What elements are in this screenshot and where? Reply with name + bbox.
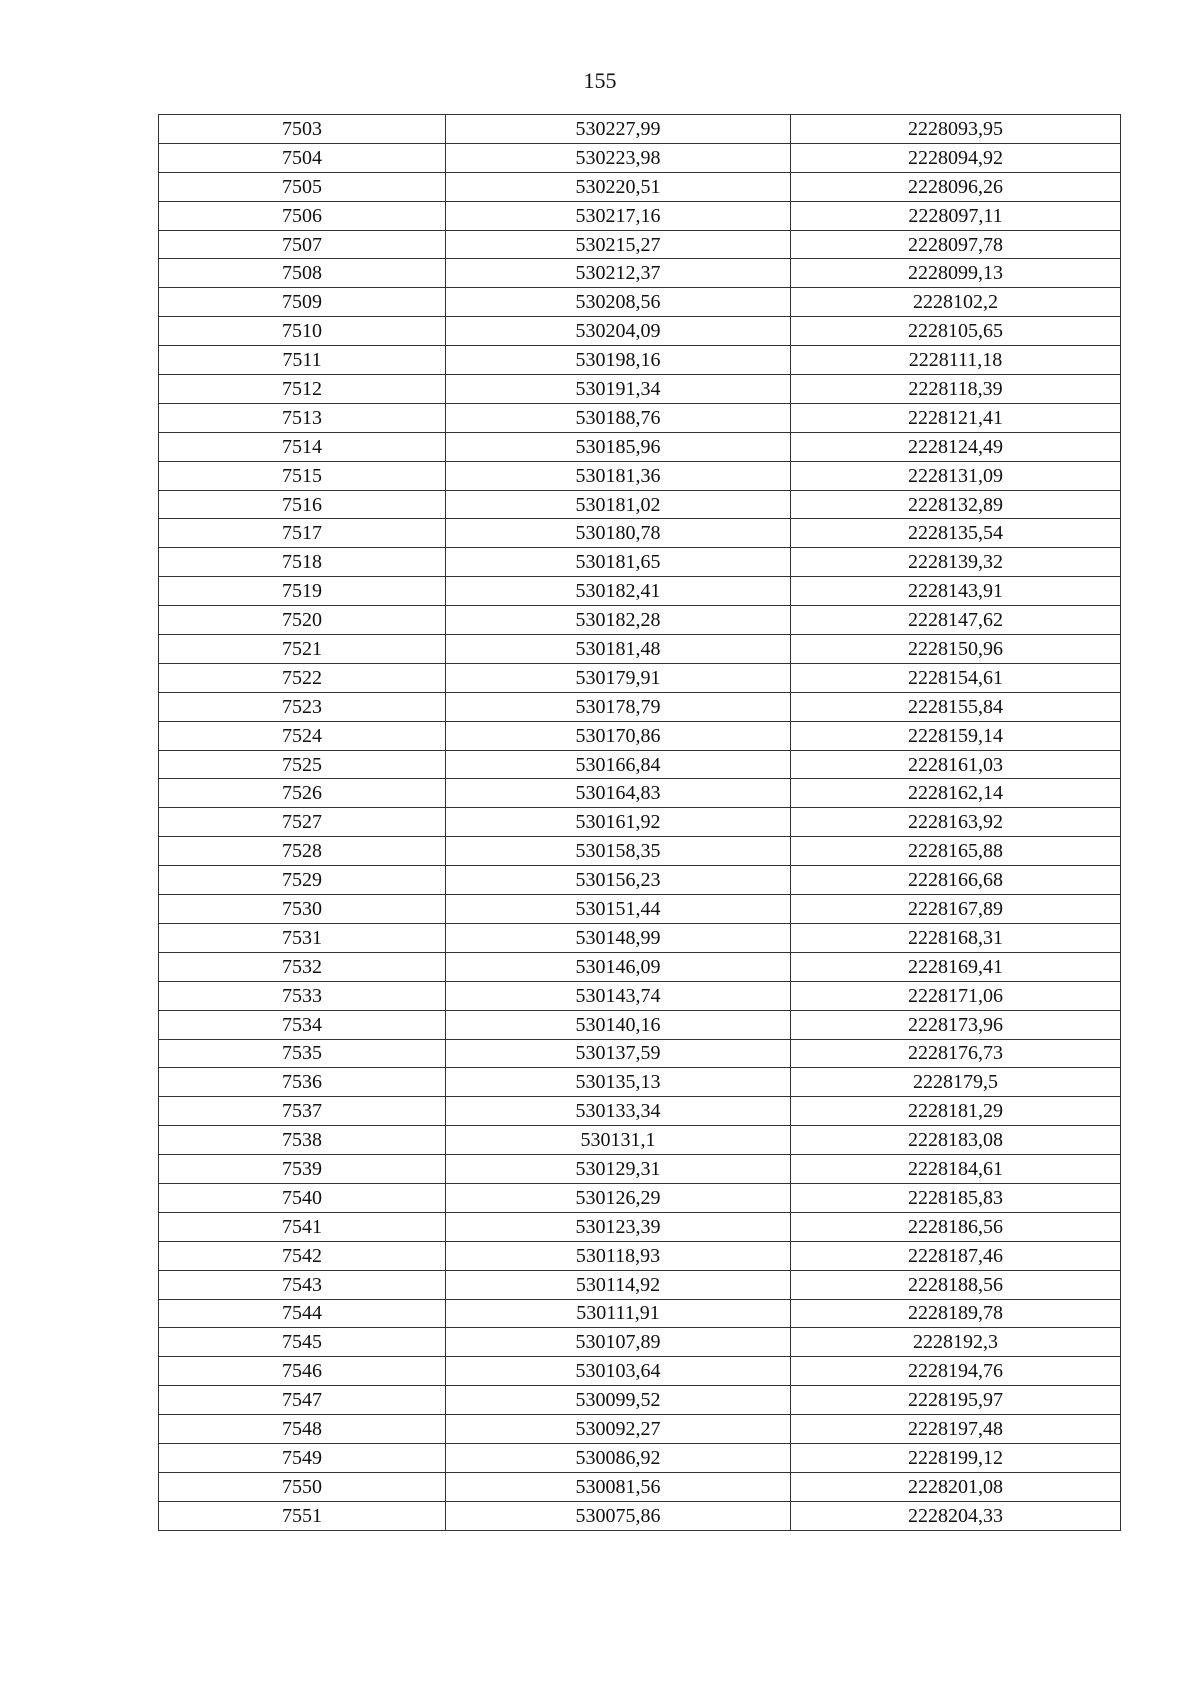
y-coordinate-cell: 2228179,5 (791, 1068, 1121, 1097)
table-row (159, 375, 1121, 404)
y-coordinate-cell: 2228105,65 (791, 317, 1121, 346)
x-coordinate-cell: 530227,99 (446, 115, 791, 144)
table-row (159, 1443, 1121, 1472)
point-number-cell: 7507 (159, 230, 446, 259)
x-coordinate-cell: 530123,39 (446, 1212, 791, 1241)
x-coordinate-cell: 530164,83 (446, 779, 791, 808)
y-coordinate-cell: 2228171,06 (791, 981, 1121, 1010)
table-row (159, 779, 1121, 808)
point-number-cell: 7513 (159, 403, 446, 432)
point-number-cell: 7538 (159, 1126, 446, 1155)
y-coordinate-cell: 2228195,97 (791, 1386, 1121, 1415)
table-row (159, 606, 1121, 635)
x-coordinate-cell: 530151,44 (446, 895, 791, 924)
point-number-cell: 7533 (159, 981, 446, 1010)
x-coordinate-cell: 530156,23 (446, 866, 791, 895)
y-coordinate-cell: 2228204,33 (791, 1501, 1121, 1530)
y-coordinate-cell: 2228111,18 (791, 346, 1121, 375)
point-number-cell: 7519 (159, 577, 446, 606)
y-coordinate-cell: 2228163,92 (791, 808, 1121, 837)
y-coordinate-cell: 2228139,32 (791, 548, 1121, 577)
table-row (159, 259, 1121, 288)
point-number-cell: 7536 (159, 1068, 446, 1097)
table-row (159, 635, 1121, 664)
x-coordinate-cell: 530204,09 (446, 317, 791, 346)
coordinates-table (158, 114, 1121, 1531)
table-row (159, 1097, 1121, 1126)
x-coordinate-cell: 530208,56 (446, 288, 791, 317)
table-row (159, 288, 1121, 317)
point-number-cell: 7503 (159, 115, 446, 144)
point-number-cell: 7551 (159, 1501, 446, 1530)
x-coordinate-cell: 530129,31 (446, 1155, 791, 1184)
y-coordinate-cell: 2228169,41 (791, 952, 1121, 981)
y-coordinate-cell: 2228194,76 (791, 1357, 1121, 1386)
y-coordinate-cell: 2228188,56 (791, 1270, 1121, 1299)
y-coordinate-cell: 2228099,13 (791, 259, 1121, 288)
table-row (159, 230, 1121, 259)
point-number-cell: 7549 (159, 1443, 446, 1472)
point-number-cell: 7511 (159, 346, 446, 375)
table-row (159, 143, 1121, 172)
table-row (159, 577, 1121, 606)
point-number-cell: 7510 (159, 317, 446, 346)
point-number-cell: 7546 (159, 1357, 446, 1386)
table-row (159, 808, 1121, 837)
x-coordinate-cell: 530188,76 (446, 403, 791, 432)
table-row (159, 663, 1121, 692)
y-coordinate-cell: 2228154,61 (791, 663, 1121, 692)
table-row (159, 1501, 1121, 1530)
y-coordinate-cell: 2228118,39 (791, 375, 1121, 404)
table-row (159, 519, 1121, 548)
point-number-cell: 7514 (159, 432, 446, 461)
table-row (159, 403, 1121, 432)
y-coordinate-cell: 2228181,29 (791, 1097, 1121, 1126)
point-number-cell: 7541 (159, 1212, 446, 1241)
x-coordinate-cell: 530179,91 (446, 663, 791, 692)
point-number-cell: 7512 (159, 375, 446, 404)
y-coordinate-cell: 2228096,26 (791, 172, 1121, 201)
table-row (159, 1415, 1121, 1444)
table-row (159, 866, 1121, 895)
x-coordinate-cell: 530217,16 (446, 201, 791, 230)
table-row (159, 1241, 1121, 1270)
table-row (159, 1155, 1121, 1184)
table-row (159, 1039, 1121, 1068)
x-coordinate-cell: 530223,98 (446, 143, 791, 172)
point-number-cell: 7548 (159, 1415, 446, 1444)
table-row (159, 1068, 1121, 1097)
point-number-cell: 7534 (159, 1010, 446, 1039)
y-coordinate-cell: 2228165,88 (791, 837, 1121, 866)
x-coordinate-cell: 530181,48 (446, 635, 791, 664)
x-coordinate-cell: 530191,34 (446, 375, 791, 404)
x-coordinate-cell: 530111,91 (446, 1299, 791, 1328)
point-number-cell: 7526 (159, 779, 446, 808)
table-row (159, 692, 1121, 721)
y-coordinate-cell: 2228143,91 (791, 577, 1121, 606)
point-number-cell: 7505 (159, 172, 446, 201)
point-number-cell: 7517 (159, 519, 446, 548)
y-coordinate-cell: 2228097,78 (791, 230, 1121, 259)
point-number-cell: 7516 (159, 490, 446, 519)
x-coordinate-cell: 530133,34 (446, 1097, 791, 1126)
point-number-cell: 7535 (159, 1039, 446, 1068)
table-row (159, 548, 1121, 577)
x-coordinate-cell: 530107,89 (446, 1328, 791, 1357)
table-row (159, 750, 1121, 779)
point-number-cell: 7547 (159, 1386, 446, 1415)
table-row (159, 981, 1121, 1010)
point-number-cell: 7508 (159, 259, 446, 288)
x-coordinate-cell: 530114,92 (446, 1270, 791, 1299)
x-coordinate-cell: 530161,92 (446, 808, 791, 837)
table-row (159, 1386, 1121, 1415)
point-number-cell: 7537 (159, 1097, 446, 1126)
point-number-cell: 7506 (159, 201, 446, 230)
point-number-cell: 7504 (159, 143, 446, 172)
table-row (159, 837, 1121, 866)
point-number-cell: 7545 (159, 1328, 446, 1357)
y-coordinate-cell: 2228168,31 (791, 923, 1121, 952)
table-row (159, 461, 1121, 490)
y-coordinate-cell: 2228186,56 (791, 1212, 1121, 1241)
x-coordinate-cell: 530086,92 (446, 1443, 791, 1472)
x-coordinate-cell: 530212,37 (446, 259, 791, 288)
x-coordinate-cell: 530099,52 (446, 1386, 791, 1415)
y-coordinate-cell: 2228184,61 (791, 1155, 1121, 1184)
x-coordinate-cell: 530146,09 (446, 952, 791, 981)
x-coordinate-cell: 530185,96 (446, 432, 791, 461)
table-row (159, 115, 1121, 144)
y-coordinate-cell: 2228161,03 (791, 750, 1121, 779)
y-coordinate-cell: 2228192,3 (791, 1328, 1121, 1357)
y-coordinate-cell: 2228167,89 (791, 895, 1121, 924)
point-number-cell: 7520 (159, 606, 446, 635)
y-coordinate-cell: 2228201,08 (791, 1472, 1121, 1501)
table-row (159, 1126, 1121, 1155)
page-number: 155 (583, 68, 617, 93)
point-number-cell: 7531 (159, 923, 446, 952)
y-coordinate-cell: 2228197,48 (791, 1415, 1121, 1444)
y-coordinate-cell: 2228176,73 (791, 1039, 1121, 1068)
x-coordinate-cell: 530148,99 (446, 923, 791, 952)
x-coordinate-cell: 530075,86 (446, 1501, 791, 1530)
x-coordinate-cell: 530143,74 (446, 981, 791, 1010)
point-number-cell: 7518 (159, 548, 446, 577)
y-coordinate-cell: 2228135,54 (791, 519, 1121, 548)
point-number-cell: 7539 (159, 1155, 446, 1184)
y-coordinate-cell: 2228097,11 (791, 201, 1121, 230)
point-number-cell: 7525 (159, 750, 446, 779)
point-number-cell: 7509 (159, 288, 446, 317)
point-number-cell: 7521 (159, 635, 446, 664)
table-row (159, 1183, 1121, 1212)
table-row (159, 346, 1121, 375)
table-row (159, 172, 1121, 201)
x-coordinate-cell: 530181,36 (446, 461, 791, 490)
table-row (159, 1328, 1121, 1357)
point-number-cell: 7528 (159, 837, 446, 866)
y-coordinate-cell: 2228147,62 (791, 606, 1121, 635)
x-coordinate-cell: 530178,79 (446, 692, 791, 721)
table-row (159, 923, 1121, 952)
table-row (159, 317, 1121, 346)
point-number-cell: 7522 (159, 663, 446, 692)
point-number-cell: 7544 (159, 1299, 446, 1328)
point-number-cell: 7524 (159, 721, 446, 750)
x-coordinate-cell: 530215,27 (446, 230, 791, 259)
x-coordinate-cell: 530198,16 (446, 346, 791, 375)
point-number-cell: 7529 (159, 866, 446, 895)
point-number-cell: 7515 (159, 461, 446, 490)
point-number-cell: 7530 (159, 895, 446, 924)
y-coordinate-cell: 2228166,68 (791, 866, 1121, 895)
x-coordinate-cell: 530166,84 (446, 750, 791, 779)
table-row (159, 1299, 1121, 1328)
y-coordinate-cell: 2228124,49 (791, 432, 1121, 461)
x-coordinate-cell: 530182,28 (446, 606, 791, 635)
y-coordinate-cell: 2228183,08 (791, 1126, 1121, 1155)
x-coordinate-cell: 530092,27 (446, 1415, 791, 1444)
table-row (159, 895, 1121, 924)
x-coordinate-cell: 530170,86 (446, 721, 791, 750)
x-coordinate-cell: 530103,64 (446, 1357, 791, 1386)
table-row (159, 1212, 1121, 1241)
y-coordinate-cell: 2228132,89 (791, 490, 1121, 519)
y-coordinate-cell: 2228159,14 (791, 721, 1121, 750)
point-number-cell: 7550 (159, 1472, 446, 1501)
point-number-cell: 7532 (159, 952, 446, 981)
point-number-cell: 7527 (159, 808, 446, 837)
y-coordinate-cell: 2228121,41 (791, 403, 1121, 432)
point-number-cell: 7523 (159, 692, 446, 721)
x-coordinate-cell: 530131,1 (446, 1126, 791, 1155)
x-coordinate-cell: 530158,35 (446, 837, 791, 866)
y-coordinate-cell: 2228155,84 (791, 692, 1121, 721)
point-number-cell: 7542 (159, 1241, 446, 1270)
y-coordinate-cell: 2228093,95 (791, 115, 1121, 144)
table-row (159, 721, 1121, 750)
point-number-cell: 7543 (159, 1270, 446, 1299)
y-coordinate-cell: 2228150,96 (791, 635, 1121, 664)
table-row (159, 1472, 1121, 1501)
x-coordinate-cell: 530180,78 (446, 519, 791, 548)
y-coordinate-cell: 2228094,92 (791, 143, 1121, 172)
table-row (159, 490, 1121, 519)
x-coordinate-cell: 530182,41 (446, 577, 791, 606)
table-row (159, 432, 1121, 461)
x-coordinate-cell: 530126,29 (446, 1183, 791, 1212)
y-coordinate-cell: 2228189,78 (791, 1299, 1121, 1328)
y-coordinate-cell: 2228102,2 (791, 288, 1121, 317)
x-coordinate-cell: 530181,65 (446, 548, 791, 577)
x-coordinate-cell: 530140,16 (446, 1010, 791, 1039)
point-number-cell: 7540 (159, 1183, 446, 1212)
coordinates-table-body (159, 115, 1121, 1531)
table-row (159, 1270, 1121, 1299)
table-row (159, 1357, 1121, 1386)
x-coordinate-cell: 530137,59 (446, 1039, 791, 1068)
x-coordinate-cell: 530220,51 (446, 172, 791, 201)
y-coordinate-cell: 2228185,83 (791, 1183, 1121, 1212)
y-coordinate-cell: 2228162,14 (791, 779, 1121, 808)
y-coordinate-cell: 2228199,12 (791, 1443, 1121, 1472)
table-row (159, 201, 1121, 230)
x-coordinate-cell: 530081,56 (446, 1472, 791, 1501)
table-row (159, 952, 1121, 981)
x-coordinate-cell: 530135,13 (446, 1068, 791, 1097)
y-coordinate-cell: 2228173,96 (791, 1010, 1121, 1039)
y-coordinate-cell: 2228187,46 (791, 1241, 1121, 1270)
x-coordinate-cell: 530181,02 (446, 490, 791, 519)
x-coordinate-cell: 530118,93 (446, 1241, 791, 1270)
table-row (159, 1010, 1121, 1039)
y-coordinate-cell: 2228131,09 (791, 461, 1121, 490)
